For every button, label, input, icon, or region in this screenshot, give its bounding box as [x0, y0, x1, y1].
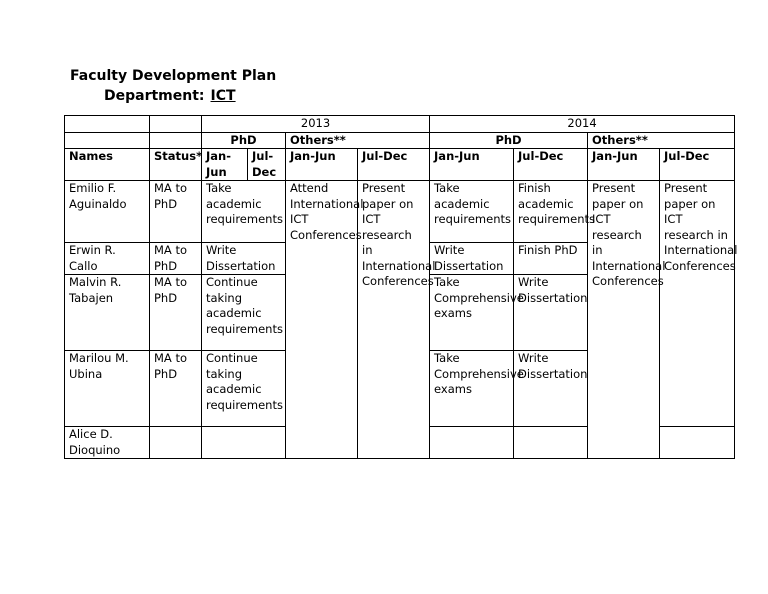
faculty-status: MA to PhD — [150, 181, 202, 243]
header-blank-cell — [150, 116, 202, 133]
faculty-status: MA to PhD — [150, 243, 202, 275]
faculty-name: Erwin R. Callo — [65, 243, 150, 275]
others-2014-jan-jun: Present paper on ICT research in International Conferences — [588, 181, 660, 427]
phd-2014-jan-jun-plan — [430, 427, 514, 459]
phd-2014-jan-jun-plan: Write Dissertation — [430, 243, 514, 275]
phd-2014-jan-jun-plan: Take Comprehensive exams — [430, 275, 514, 351]
document-title: Faculty Development Plan — [70, 68, 277, 84]
others-2014-header: Others** — [588, 132, 735, 149]
others-2013-header: Others** — [286, 132, 430, 149]
department-label: Department: — [104, 88, 205, 104]
faculty-name: Emilio F. Aguinaldo — [65, 181, 150, 243]
others-2014-jul-dec-empty — [660, 427, 735, 459]
status-header: Status* — [150, 149, 202, 181]
phd-2014-jul-dec-plan — [514, 427, 588, 459]
phd-2013-header: PhD — [202, 132, 286, 149]
phd-2013-plan: Write Dissertation — [202, 243, 286, 275]
department-line — [104, 88, 236, 104]
others-2013-jul-dec: Present paper on ICT research in International Conferences — [358, 181, 430, 459]
faculty-status — [150, 427, 202, 459]
phd-2013-plan — [202, 427, 286, 459]
year-2014-header: 2014 — [430, 116, 735, 133]
others-2013-jan-jun-header: Jan-Jun — [286, 149, 358, 181]
phd-2014-jul-dec-plan: Write Dissertation — [514, 351, 588, 427]
department-value: ICT — [210, 88, 236, 104]
others-2014-jul-dec: Present paper on ICT research in International Conferences — [660, 181, 735, 427]
phd-2013-jan-jun-header: Jan-Jun — [202, 149, 248, 181]
faculty-name: Malvin R. Tabajen — [65, 275, 150, 351]
year-2013-header: 2013 — [202, 116, 430, 133]
phd-2013-plan: Continue taking academic requirements — [202, 351, 286, 427]
faculty-plan-table — [64, 115, 738, 459]
phd-2014-jul-dec-plan: Finish PhD — [514, 243, 588, 275]
phd-2013-plan: Take academic requirements — [202, 181, 286, 243]
header-blank-cell — [65, 116, 150, 133]
header-blank-cell — [65, 132, 150, 149]
phd-2014-header: PhD — [430, 132, 588, 149]
phd-2014-jan-jun-header: Jan-Jun — [430, 149, 514, 181]
names-header: Names — [65, 149, 150, 181]
faculty-name: Alice D. Dioquino — [65, 427, 150, 459]
phd-2013-plan: Continue taking academic requirements — [202, 275, 286, 351]
others-2014-jan-jun-header: Jan-Jun — [588, 149, 660, 181]
phd-2014-jan-jun-plan: Take Comprehensive exams — [430, 351, 514, 427]
phd-2014-jan-jun-plan: Take academic requirements — [430, 181, 514, 243]
others-2014-jan-jun-empty — [588, 427, 660, 459]
others-2013-jul-dec-header: Jul-Dec — [358, 149, 430, 181]
others-2014-jul-dec-header: Jul-Dec — [660, 149, 735, 181]
header-blank-cell — [150, 132, 202, 149]
faculty-name: Marilou M. Ubina — [65, 351, 150, 427]
others-2013-jan-jun: Attend International ICT Conferences — [286, 181, 358, 459]
phd-2013-jul-dec-header: Jul-Dec — [248, 149, 286, 181]
phd-2014-jul-dec-plan: Finish academic requirements — [514, 181, 588, 243]
faculty-status: MA to PhD — [150, 275, 202, 351]
faculty-status: MA to PhD — [150, 351, 202, 427]
phd-2014-jul-dec-header: Jul-Dec — [514, 149, 588, 181]
phd-2014-jul-dec-plan: Write Dissertation — [514, 275, 588, 351]
